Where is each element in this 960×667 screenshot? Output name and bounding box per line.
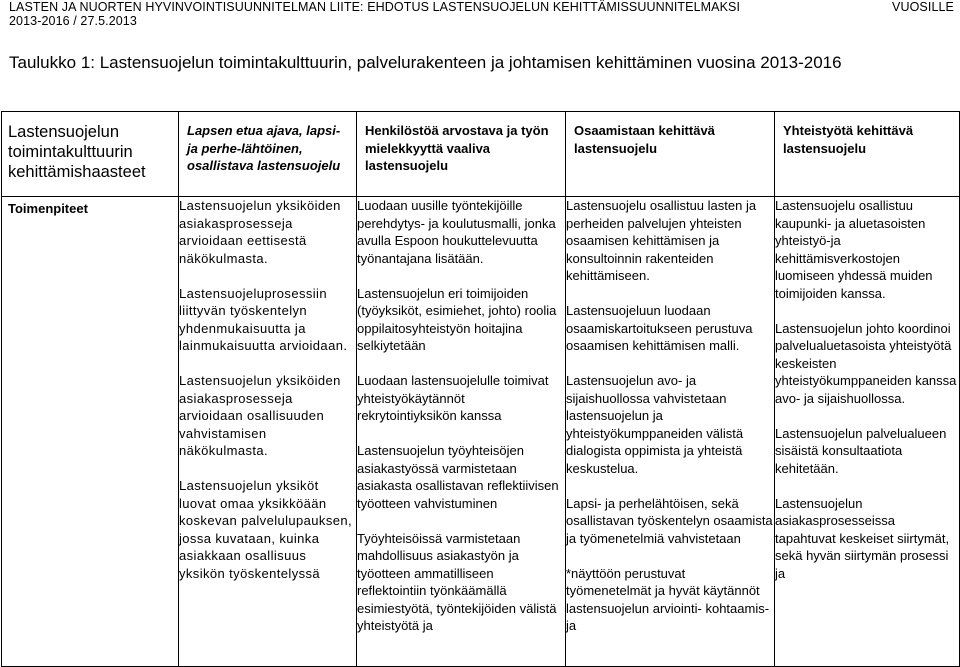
measure-text: Luodaan lastensuojelulle toimivat yhteistyökäytännöt rekrytointiyksikön kanssa [357, 373, 549, 423]
row-label: Toimenpiteet [8, 201, 88, 216]
row-header-text: Lastensuojelun toimintakulttuurin kehittämishaasteet [8, 123, 146, 181]
document-header [9, 0, 954, 28]
table-caption: Taulukko 1: Lastensuojelun toimintakulttuurin, palvelurakenteen ja johtamisen kehittäminen vuosina 2013-2016 [9, 53, 842, 72]
measure-text: Luodaan uusille työntekijöille perehdytys- ja koulutusmalli, jonka avulla Espoon houkuttelevuutta työnantajana lisätään. [357, 198, 556, 266]
measure-text: Lastensuojelun yksiköiden asiakasprosesseja arvioidaan eettisestä näkökulmasta. [179, 198, 341, 266]
measure-text: Lastensuojelu osallistuu lasten ja perheiden palvelujen yhteisten osaamisen kehittämisen ja konsultoinnin rakenteiden kehittämiseen. [566, 198, 757, 283]
development-plan-table [1, 111, 960, 667]
measure-text: Lastensuojelun johto koordinoi palvelualuetasoista yhteistyötä keskeisten yhteistyökumppaneiden kanssa avo- ja sijaishuollossa. [775, 320, 957, 406]
measure-text: Lastensuojeluun luodaan osaamiskartoitukseen perustuva osaamisen kehittämisen malli. [566, 303, 753, 353]
table-row-toimenpiteet [2, 197, 960, 667]
measure-text: *näyttöön perustuvat työmenetelmät ja hyvät käytännöt lastensuojelun arviointi- kohtaamis- ja [566, 565, 770, 633]
measure-text: Lastensuojelun avo- ja sijaishuollossa vahvistetaan lastensuojelun ja yhteistyökumppaneiden välistä dialogista oppimista ja yhteistä keskustelua. [566, 373, 744, 476]
header-line-2: 2013-2016 / 27.5.2013 [9, 14, 137, 28]
header-line-1 [9, 0, 954, 14]
measure-text: Lastensuojelun yksiköt luovat omaa yksikköään koskevan palvelulupauksen, jossa kuvataan, kuinka asiakkaan osallisuus yksikön työskentelyssä [179, 478, 353, 581]
row-label-cell [2, 197, 179, 667]
column-3-body [566, 197, 775, 667]
measure-text: Lapsi- ja perhelähtöisen, sekä osallistavan työskentelyn osaamista ja työmenetelmiä vahvistetaan [566, 495, 773, 546]
column-1-body [179, 197, 357, 667]
measure-text: Lastensuojelun palvelualueen sisäistä konsultaatiota kehitetään. [775, 425, 947, 476]
header-title: LASTEN JA NUORTEN HYVINVOINTISUUNNITELMAN LIITE: EHDOTUS LASTENSUOJELUN KEHITTÄMISSUUNNITELMAKSI [9, 0, 741, 14]
measure-text: Lastensuojelu osallistuu kaupunki- ja aluetasoisten yhteistyö-ja kehittämisverkostojen luomiseen yhdessä muiden toimijoiden kanssa. [775, 198, 933, 301]
column-header-2 [357, 112, 566, 197]
measure-text: Lastensuojelun yksiköiden asiakasprosesseja arvioidaan osallisuuden vahvistamisen näkökulmasta. [179, 373, 341, 458]
column-header-label: Henkilöstöä arvostava ja työn mielekkyyttä vaaliva lastensuojelu [365, 123, 549, 173]
column-header-3 [566, 112, 775, 197]
column-header-label: Osaamistaan kehittävä lastensuojelu [574, 123, 715, 156]
measure-text: Työyhteisöissä varmistetaan mahdollisuus asiakastyön ja työotteen ammatilliseen reflektointiin työnkäämällä esimiestyötä, työntekijöiden välistä yhteistyötä ja [357, 530, 557, 633]
measure-text: Lastensuojelun eri toimijoiden (työyksiköt, esimiehet, johto) roolia oppilaitosyhteistyön hoitajina selkiytetään [357, 285, 557, 353]
measure-text: Lastensuojelun työyhteisöjen asiakastyössä varmistetaan asiakasta osallistavan reflektiivisen työotteen vahvistuminen [357, 443, 559, 511]
row-header-cell [2, 112, 179, 197]
column-header-4 [775, 112, 960, 197]
measure-text: Lastensuojeluprosessiin liittyvän työskentelyn yhdenmukaisuutta ja lainmukaisuutta arvioidaan. [179, 285, 348, 353]
column-4-body [775, 197, 960, 667]
measure-text: Lastensuojelun asiakasprosesseissa tapahtuvat keskeiset siirtymät, sekä hyvän siirtymän prosessi ja [775, 495, 950, 581]
column-header-label: Lapsen etua ajava, lapsi- ja perhe-lähtöinen, osallistava lastensuojelu [187, 123, 341, 173]
column-header-1 [179, 112, 357, 197]
column-header-label: Yhteistyötä kehittävä lastensuojelu [783, 123, 914, 156]
table-header-row [2, 112, 960, 197]
header-years-label: VUOSILLE [892, 0, 954, 14]
column-2-body [357, 197, 566, 667]
